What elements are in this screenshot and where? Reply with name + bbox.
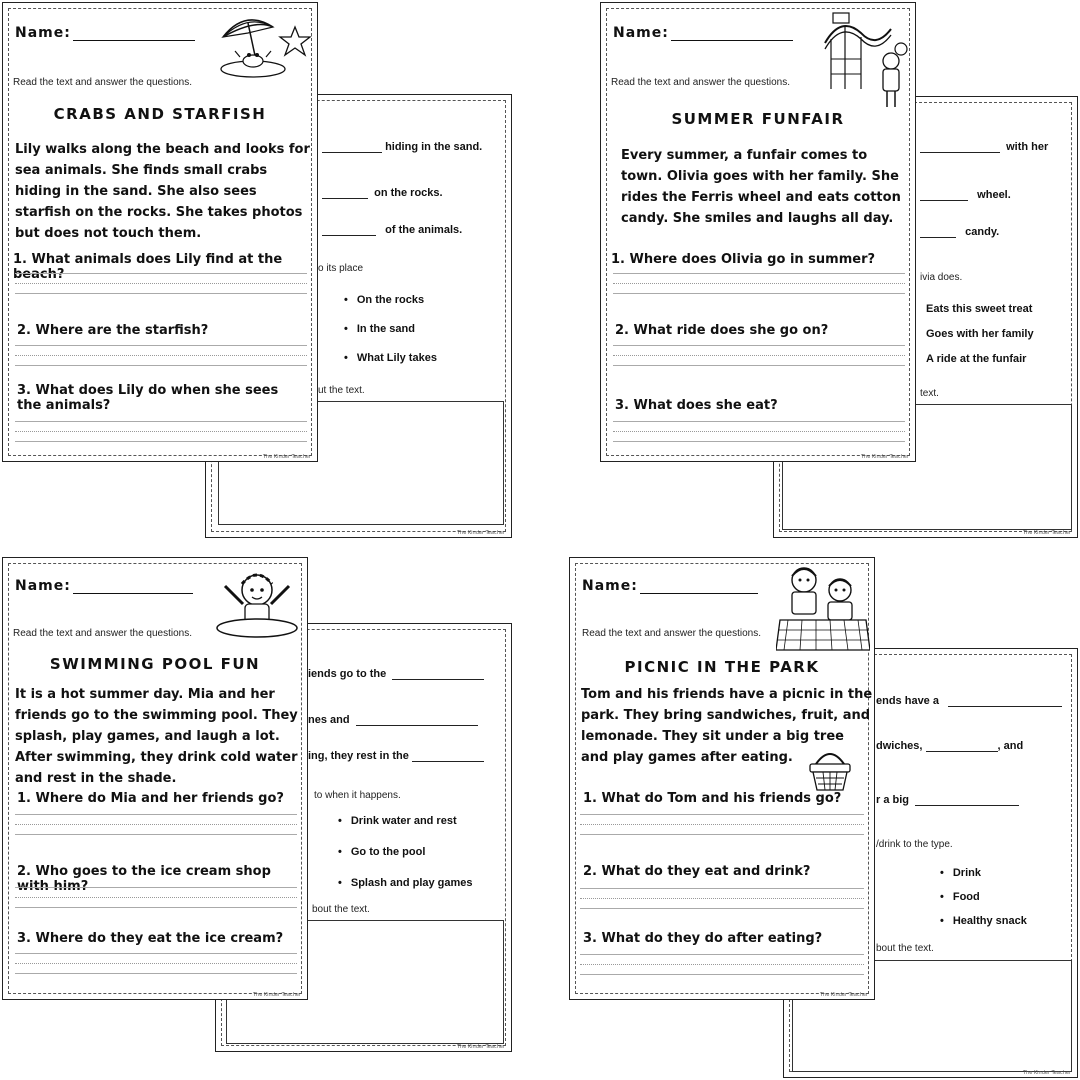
- pool-back-match-instruction: to when it happens.: [314, 790, 401, 801]
- instruction-text: Read the text and answer the questions.: [582, 628, 762, 639]
- footer-credit: The Kinder Teacher: [1022, 530, 1071, 536]
- roller-coaster-girl-icon: [821, 9, 911, 113]
- crabs-back-bullet: • On the rocks: [344, 294, 424, 306]
- name-field[interactable]: [671, 26, 793, 41]
- crabs-back-bullet: • In the sand: [344, 323, 415, 335]
- question-1: 1. Where does Olivia go in summer?: [611, 252, 876, 267]
- question-1: 1. What animals does Lily find at the beach?: [13, 252, 283, 282]
- pool-back-sentence-2: nes and: [308, 714, 350, 726]
- funfair-back-draw-instruction: text.: [920, 388, 939, 399]
- girl-in-pool-icon: [209, 566, 305, 640]
- picnic-back-sentence-2b: , and: [997, 740, 1024, 752]
- worksheet-title: SWIMMING POOL FUN: [49, 655, 261, 673]
- pool-back-sentence-3: ing, they rest in the: [308, 750, 409, 762]
- pool-back-draw-instruction: bout the text.: [312, 904, 370, 915]
- pool-worksheet: [2, 557, 308, 1000]
- picnic-basket-icon: [806, 748, 854, 792]
- question-1: 1. What do Tom and his friends go?: [583, 791, 842, 806]
- name-label: Name:: [15, 25, 71, 41]
- instruction-text: Read the text and answer the questions.: [13, 77, 193, 88]
- question-3: 3. What do they do after eating?: [583, 931, 823, 946]
- footer-credit: The Kinder Teacher: [1022, 1070, 1071, 1076]
- picnic-back-sentence-1: ends have a: [876, 695, 939, 707]
- story-text: Tom and his friends have a picnic in the park. They bring sandwiches, fruit, and lemonade. They sit under a big tree and play games after eating.: [581, 687, 873, 765]
- footer-credit: The Kinder Teacher: [456, 1044, 505, 1050]
- name-field[interactable]: [73, 579, 193, 594]
- picnic-worksheet: [569, 557, 875, 1000]
- crabs-back-bullet: • What Lily takes: [344, 352, 437, 364]
- instruction-text: Read the text and answer the questions.: [611, 77, 791, 88]
- name-field[interactable]: [640, 579, 758, 594]
- story-text: It is a hot summer day. Mia and her friends go to the swimming pool. They splash, play games, and laugh a lot. After swimming, they drink cold water and rest in the shade.: [15, 687, 298, 786]
- question-3: 3. What does she eat?: [615, 398, 778, 413]
- pool-back-sentence-1: iends go to the: [308, 668, 387, 680]
- name-field[interactable]: [73, 26, 195, 41]
- footer-credit: The Kinder Teacher: [456, 530, 505, 536]
- picnic-back-bullet: • Drink: [940, 867, 981, 879]
- worksheet-title: SUMMER FUNFAIR: [671, 110, 845, 128]
- footer-credit: The Kinder Teacher: [252, 992, 301, 998]
- picnic-kids-basket-icon: [776, 562, 870, 652]
- funfair-back-sentence-2: wheel.: [977, 189, 1011, 201]
- worksheet-title: CRABS AND STARFISH: [53, 105, 267, 123]
- question-1: 1. Where do Mia and her friends go?: [17, 791, 284, 806]
- crabs-worksheet: [2, 2, 318, 462]
- question-2: 2. What ride does she go on?: [615, 323, 829, 338]
- footer-credit: The Kinder Teacher: [262, 454, 311, 460]
- crabs-back-draw-instruction: ut the text.: [318, 385, 365, 396]
- funfair-back-option: Goes with her family: [926, 328, 1034, 340]
- beach-umbrella-crab-starfish-icon: [215, 9, 315, 79]
- pool-back-bullet: • Drink water and rest: [338, 815, 457, 827]
- picnic-back-match-instruction: /drink to the type.: [876, 839, 953, 850]
- crabs-back-sentence-3: of the animals.: [385, 224, 463, 236]
- pool-back-bullet: • Splash and play games: [338, 877, 473, 889]
- picnic-back-bullet: • Food: [940, 891, 980, 903]
- picnic-back-sentence-3: r a big: [876, 794, 910, 806]
- funfair-back-option: A ride at the funfair: [926, 353, 1027, 365]
- name-label: Name:: [613, 25, 669, 41]
- story-text: Every summer, a funfair comes to town. Olivia goes with her family. She rides the Ferris wheel and eats cotton candy. She smiles and laughs all day.: [621, 148, 901, 226]
- footer-credit: The Kinder Teacher: [819, 992, 868, 998]
- crabs-back-sentence-1: hiding in the sand.: [385, 141, 483, 153]
- worksheet-title: PICNIC IN THE PARK: [624, 658, 820, 676]
- funfair-back-option: Eats this sweet treat: [926, 303, 1033, 315]
- question-2: 2. Who goes to the ice cream shop with him?: [17, 864, 271, 894]
- question-3: 3. Where do they eat the ice cream?: [17, 931, 284, 946]
- name-label: Name:: [582, 578, 638, 594]
- pool-back-bullet: • Go to the pool: [338, 846, 425, 858]
- name-label: Name:: [15, 578, 71, 594]
- picnic-back-bullet: • Healthy snack: [940, 915, 1027, 927]
- question-3: 3. What does Lily do when she sees the animals?: [17, 383, 279, 413]
- instruction-text: Read the text and answer the questions.: [13, 628, 193, 639]
- footer-credit: The Kinder Teacher: [860, 454, 909, 460]
- funfair-back-sentence-3: candy.: [965, 226, 1000, 238]
- question-2: 2. Where are the starfish?: [17, 323, 209, 338]
- funfair-back-match-instruction: ivia does.: [920, 272, 963, 283]
- picnic-back-draw-instruction: bout the text.: [876, 943, 934, 954]
- picnic-back-sentence-2: dwiches,: [876, 740, 923, 752]
- crabs-back-match-instruction: o its place: [318, 263, 364, 274]
- crabs-back-sentence-2: on the rocks.: [374, 187, 443, 199]
- story-text: Lily walks along the beach and looks for sea animals. She finds small crabs hiding in the sand. She also sees starfish on the rocks. She takes photos but does not touch them.: [15, 142, 310, 241]
- funfair-worksheet: [600, 2, 916, 462]
- question-2: 2. What do they eat and drink?: [583, 864, 811, 879]
- funfair-back-sentence-1: with her: [1006, 141, 1049, 153]
